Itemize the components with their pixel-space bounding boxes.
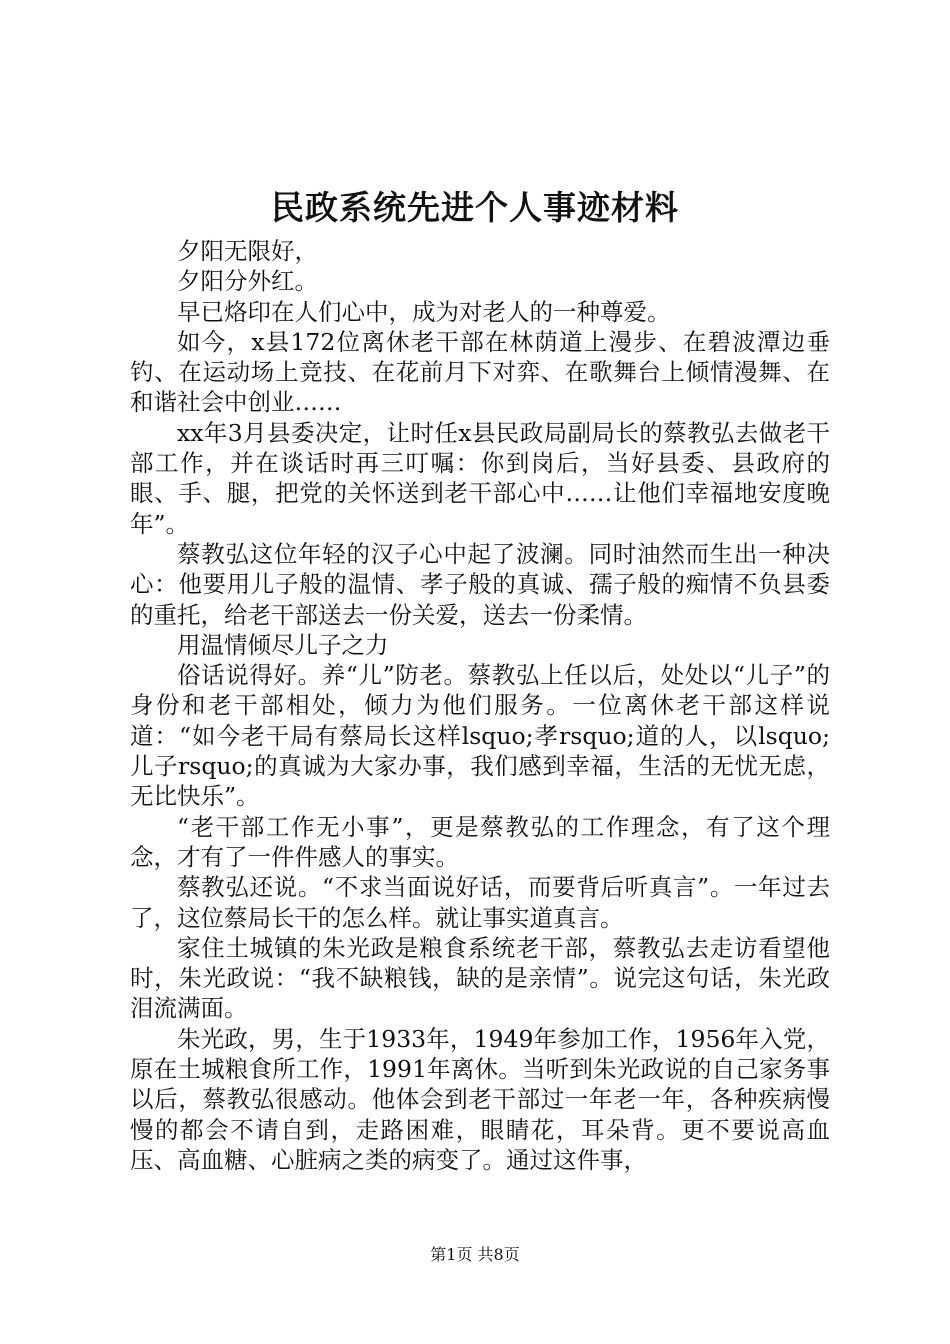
paragraph: 早已烙印在人们心中，成为对老人的一种尊爱。	[177, 297, 671, 326]
paragraph: 蔡教弘还说。“不求当面说好话，而要背后听真言”。一年过去了，这位蔡局长干的怎么样。就让事实道真言。	[130, 873, 830, 932]
document-title: 民政系统先进个人事迹材料	[271, 188, 679, 227]
paragraph: 朱光政，男，生于1933年，1949年参加工作，1956年入党，原在土城粮食所工作，1991年离休。当听到朱光政说的自己家务事以后，蔡教弘很感动。他体会到老干部过一年老一年，各种疾病慢慢的都会不请自到，走路困难，眼睛花，耳朵背。更不要说高血压、高血糖、心脏病之类的病变了。通过这件事，	[130, 1024, 830, 1174]
paragraph: 蔡教弘这位年轻的汉子心中起了波澜。同时油然而生出一种决心：他要用儿子般的温情、孝子般的真诚、孺子般的痴情不负县委的重托，给老干部送去一份关爱，送去一份柔情。	[130, 539, 830, 629]
paragraph: “老干部工作无小事”，更是蔡教弘的工作理念，有了这个理念，才有了一件件感人的事实。	[130, 812, 830, 871]
section-heading: 用温情倾尽儿子之力	[177, 630, 389, 659]
document-body	[130, 236, 830, 1175]
paragraph: xx年3月县委决定，让时任x县民政局副局长的蔡教弘去做老干部工作，并在谈话时再三叮嘱：你到岗后，当好县委、县政府的眼、手、腿，把党的关怀送到老干部心中……让他们幸福地安度晚年”。	[130, 418, 830, 538]
page-number-footer: 第1页 共8页	[430, 1245, 520, 1264]
paragraph: 家住土城镇的朱光政是粮食系统老干部，蔡教弘去走访看望他时，朱光政说：“我不缺粮钱，缺的是亲情”。说完这句话，朱光政泪流满面。	[130, 933, 830, 1023]
paragraph: 夕阳分外红。	[177, 267, 318, 296]
paragraph: 俗话说得好。养“儿”防老。蔡教弘上任以后，处处以“儿子”的身份和老干部相处，倾力为他们服务。一位离休老干部这样说道：“如今老干局有蔡局长这样lsquo;孝rsquo;道的人，以lsquo;儿子rsquo;的真诚为大家办事，我们感到幸福，生活的无忧无虑，无比快乐”。	[130, 661, 830, 811]
paragraph: 夕阳无限好，	[177, 237, 318, 265]
paragraph: 如今，x县172位离休老干部在林荫道上漫步、在碧波潭边垂钓、在运动场上竞技、在花前月下对弈、在歌舞台上倾情漫舞、在和谐社会中创业……	[130, 327, 830, 417]
